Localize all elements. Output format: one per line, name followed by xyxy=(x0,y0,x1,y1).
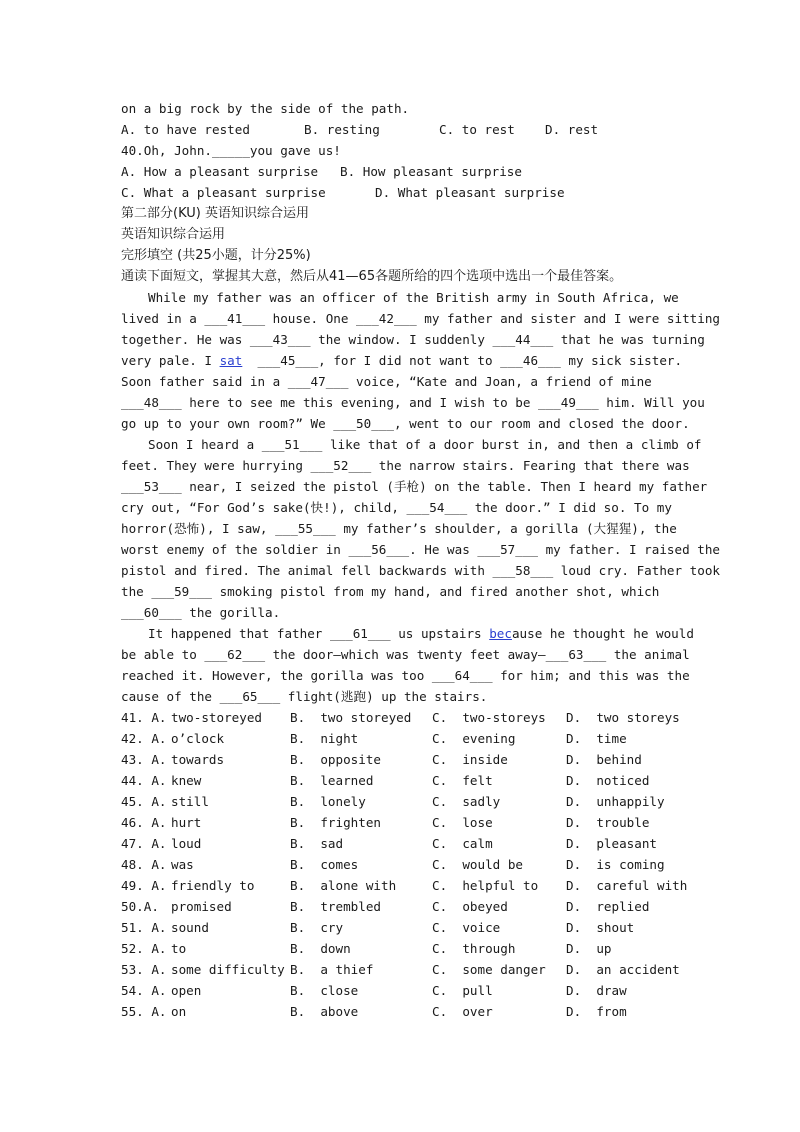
option-a: on xyxy=(171,1004,187,1019)
option-a: open xyxy=(171,983,202,998)
option-c: C. voice xyxy=(432,920,501,935)
option-c: C. felt xyxy=(432,773,493,788)
option-number: 44. A. xyxy=(121,773,167,788)
option-number: 49. A. xyxy=(121,878,167,893)
instruction: 通读下面短文，掌握其大意，然后从41—65各题所给的四个选项中选出一个最佳答案。 xyxy=(121,269,623,284)
option-number: 50.A. xyxy=(121,899,159,914)
passage-line: ___60___ the gorilla. xyxy=(121,605,281,620)
option-a: hurt xyxy=(171,815,202,830)
option-number: 47. A. xyxy=(121,836,167,851)
sat-link[interactable]: sat xyxy=(219,353,243,368)
passage-line xyxy=(148,623,694,644)
passage-line: be able to ___62___ the door—which was twenty feet away—___63___ the animal xyxy=(121,647,690,662)
q40-option-d: D. What pleasant surprise xyxy=(375,185,565,200)
option-b: B. trembled xyxy=(290,899,381,914)
option-d: D. two storeys xyxy=(566,710,680,725)
q39-option-c: C. to rest xyxy=(439,122,515,137)
option-b: B. down xyxy=(290,941,351,956)
option-c: C. two-storeys xyxy=(432,710,546,725)
option-c: C. inside xyxy=(432,752,508,767)
option-c: C. sadly xyxy=(432,794,501,809)
option-d: D. careful with xyxy=(566,878,688,893)
option-b: B. lonely xyxy=(290,794,366,809)
because-link[interactable]: bec xyxy=(489,626,512,641)
option-c: C. would be xyxy=(432,857,523,872)
q39-tail: on a big rock by the side of the path. xyxy=(121,101,410,116)
option-d: D. an accident xyxy=(566,962,680,977)
passage-line: pistol and fired. The animal fell backwards with ___58___ loud cry. Father took xyxy=(121,563,720,578)
option-d: D. from xyxy=(566,1004,627,1019)
option-b: B. a thief xyxy=(290,962,374,977)
passage-line: together. He was ___43___ the window. I suddenly ___44___ that he was turning xyxy=(121,332,705,347)
passage-text: ause he thought he would xyxy=(511,626,694,641)
option-b: B. cry xyxy=(290,920,344,935)
option-a: o’clock xyxy=(171,731,225,746)
option-b: B. frighten xyxy=(290,815,381,830)
option-number: 52. A. xyxy=(121,941,167,956)
option-d: D. replied xyxy=(566,899,650,914)
option-a: still xyxy=(171,794,209,809)
passage-line: Soon father said in a ___47___ voice, “Kate and Joan, a friend of mine xyxy=(121,374,652,389)
passage-line: feet. They were hurrying ___52___ the narrow stairs. Fearing that there was xyxy=(121,458,690,473)
option-c: C. pull xyxy=(432,983,493,998)
passage-line: ___48___ here to see me this evening, and I wish to be ___49___ him. Will you xyxy=(121,395,705,410)
passage-line: cause of the ___65___ flight(逃跑) up the stairs. xyxy=(121,689,488,704)
passage-text: very pale. I xyxy=(121,353,220,368)
option-a: two-storeyed xyxy=(171,710,262,725)
option-a: to xyxy=(171,941,187,956)
option-d: D. behind xyxy=(566,752,642,767)
option-number: 51. A. xyxy=(121,920,167,935)
passage-line xyxy=(121,350,682,371)
passage-line: reached it. However, the gorilla was too ___64___ for him; and this was the xyxy=(121,668,690,683)
sub-title: 英语知识综合运用 xyxy=(121,227,226,242)
option-d: D. noticed xyxy=(566,773,650,788)
passage-text: It happened that father ___61___ us upstairs xyxy=(148,626,490,641)
option-a: promised xyxy=(171,899,232,914)
q40-option-a: A. How a pleasant surprise xyxy=(121,164,319,179)
cloze-title: 完形填空 (共25小题，计分25%) xyxy=(121,248,311,263)
option-number: 54. A. xyxy=(121,983,167,998)
option-b: B. alone with xyxy=(290,878,397,893)
option-b: B. comes xyxy=(290,857,359,872)
option-d: D. up xyxy=(566,941,612,956)
option-d: D. unhappily xyxy=(566,794,665,809)
option-d: D. draw xyxy=(566,983,627,998)
option-c: C. evening xyxy=(432,731,516,746)
option-c: C. through xyxy=(432,941,516,956)
option-a: sound xyxy=(171,920,209,935)
q39-option-b: B. resting xyxy=(304,122,380,137)
passage-line: the ___59___ smoking pistol from my hand, and fired another shot, which xyxy=(121,584,660,599)
option-number: 48. A. xyxy=(121,857,167,872)
option-number: 55. A. xyxy=(121,1004,167,1019)
passage-text: ___45___, for I did not want to ___46___ my sick sister. xyxy=(242,353,683,368)
passage-line: lived in a ___41___ house. One ___42___ my father and sister and I were sitting xyxy=(121,311,720,326)
passage-line: While my father was an officer of the British army in South Africa, we xyxy=(148,290,679,305)
option-b: B. night xyxy=(290,731,359,746)
option-number: 45. A. xyxy=(121,794,167,809)
option-c: C. helpful to xyxy=(432,878,539,893)
option-a: was xyxy=(171,857,194,872)
passage-line: cry out, “For God’s sake(快!), child, ___54___ the door.” I did so. To my xyxy=(121,500,672,515)
option-number: 46. A. xyxy=(121,815,167,830)
passage-line: worst enemy of the soldier in ___56___. He was ___57___ my father. I raised the xyxy=(121,542,720,557)
option-number: 41. A. xyxy=(121,710,167,725)
q40-option-c: C. What a pleasant surprise xyxy=(121,185,326,200)
option-b: B. opposite xyxy=(290,752,381,767)
option-c: C. over xyxy=(432,1004,493,1019)
option-c: C. calm xyxy=(432,836,493,851)
option-a: knew xyxy=(171,773,202,788)
option-number: 53. A. xyxy=(121,962,167,977)
option-d: D. pleasant xyxy=(566,836,657,851)
option-c: C. some danger xyxy=(432,962,546,977)
option-b: B. close xyxy=(290,983,359,998)
part-title: 第二部分(KU) 英语知识综合运用 xyxy=(121,206,309,221)
option-b: B. above xyxy=(290,1004,359,1019)
option-b: B. sad xyxy=(290,836,344,851)
option-number: 42. A. xyxy=(121,731,167,746)
passage-line: horror(恐怖), I saw, ___55___ my father’s shoulder, a gorilla (大猩猩), the xyxy=(121,521,677,536)
option-c: C. lose xyxy=(432,815,493,830)
passage-line: ___53___ near, I seized the pistol (手枪) on the table. Then I heard my father xyxy=(121,479,708,494)
passage-line: go up to your own room?” We ___50___, went to our room and closed the door. xyxy=(121,416,690,431)
option-d: D. is coming xyxy=(566,857,665,872)
q39-option-a: A. to have rested xyxy=(121,122,250,137)
option-a: loud xyxy=(171,836,202,851)
option-a: friendly to xyxy=(171,878,255,893)
q40-stem: 40.Oh, John._____you gave us! xyxy=(121,143,341,158)
q40-option-b: B. How pleasant surprise xyxy=(340,164,522,179)
option-b: B. learned xyxy=(290,773,374,788)
option-a: some difficulty xyxy=(171,962,285,977)
option-d: D. trouble xyxy=(566,815,650,830)
option-d: D. shout xyxy=(566,920,635,935)
option-a: towards xyxy=(171,752,225,767)
passage-line: Soon I heard a ___51___ like that of a door burst in, and then a climb of xyxy=(148,437,702,452)
option-number: 43. A. xyxy=(121,752,167,767)
option-d: D. time xyxy=(566,731,627,746)
q39-option-d: D. rest xyxy=(545,122,599,137)
option-b: B. two storeyed xyxy=(290,710,412,725)
option-c: C. obeyed xyxy=(432,899,508,914)
